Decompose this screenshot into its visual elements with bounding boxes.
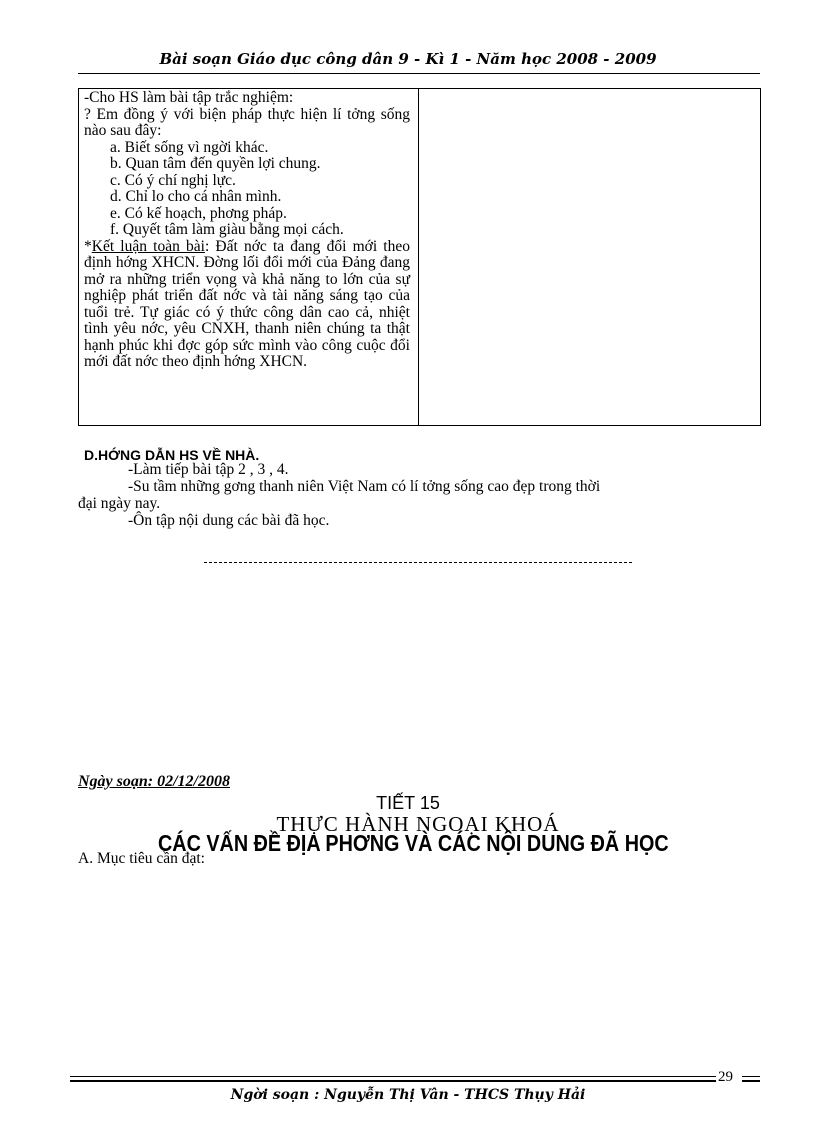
option-e: e. Có kế hoạch, phơng pháp.	[110, 204, 287, 222]
table-left-cell	[84, 90, 410, 371]
topic-title: CÁC VẤN ĐỀ ĐỊA PHƠNG VÀ CÁC NỘI DUNG ĐÃ HỌC	[158, 830, 669, 856]
homework-line-4: -Ôn tập nội dung các bài đã học.	[128, 512, 330, 529]
conclusion-label: Kết luận toàn bài	[91, 237, 205, 255]
header-rule	[78, 73, 760, 74]
footer-rule-end-thick	[742, 1080, 760, 1082]
preparation-date: Ngày soạn: 02/12/2008	[78, 773, 230, 790]
page-number: 29	[718, 1069, 733, 1085]
footer-rule-thick	[70, 1080, 716, 1082]
homework-line-2: -Su tầm những gơng thanh niên Việt Nam có lí tởng sống cao đẹp trong thời	[128, 478, 601, 495]
homework-line-3: đại ngày nay.	[78, 495, 161, 512]
practice-title: THỰC HÀNH NGOẠI KHOÁ	[276, 812, 560, 836]
conclusion-paragraph	[84, 239, 410, 371]
header-title: Bài soạn Giáo dục công dân 9 - Kì 1 - Năm học 2008 - 2009	[159, 50, 657, 68]
footer-rule	[70, 1076, 716, 1077]
section-separator	[204, 562, 632, 563]
lesson-period: TIẾT 15	[376, 793, 440, 813]
option-f: f. Quyết tâm làm giàu bằng mọi cách.	[110, 221, 344, 238]
option-d: d. Chỉ lo cho cá nhân mình.	[110, 188, 282, 205]
conclusion-prefix: *	[84, 237, 92, 255]
homework-title: D.HỚNG DẪN HS VỀ NHÀ.	[84, 447, 260, 463]
conclusion-text: : Đất nớc ta đang đổi mới theo định hớng XHCN. Đờng lối đổi mới của Đảng đang mở ra những triển vọng và khả năng to lớn của sự nghiệp phát triển đất nớc và tài năng sáng tạo của tuổi trẻ. Tự giác có ý thức công dân cao cả, nhiệt tình yêu nớc, yêu CNXH, thanh niên chúng ta thật hạnh phúc khi đợc góp sức mình vào công cuộc đổi mới đất nớc theo định hớng XHCN.	[84, 237, 410, 370]
exercise-question: ? Em đồng ý với biện pháp thực hiện lí tởng sống nào sau đây:	[84, 105, 410, 139]
table-column-divider	[418, 88, 419, 426]
option-a: a. Biết sống vì ngời khác.	[110, 138, 269, 156]
footer-rule-end	[742, 1076, 760, 1077]
exercise-intro: -Cho HS làm bài tập trắc nghiệm:	[84, 89, 294, 106]
option-c: c. Có ý chí nghị lực.	[110, 171, 236, 189]
footer-author: Ngời soạn : Nguyễn Thị Vân - THCS Thụy Hải	[230, 1087, 586, 1103]
option-b: b. Quan tâm đến quyền lợi chung.	[110, 155, 321, 172]
objective-heading: A. Mục tiêu cần đạt:	[78, 850, 205, 867]
homework-line-1: -Làm tiếp bài tập 2 , 3 , 4.	[128, 461, 289, 478]
